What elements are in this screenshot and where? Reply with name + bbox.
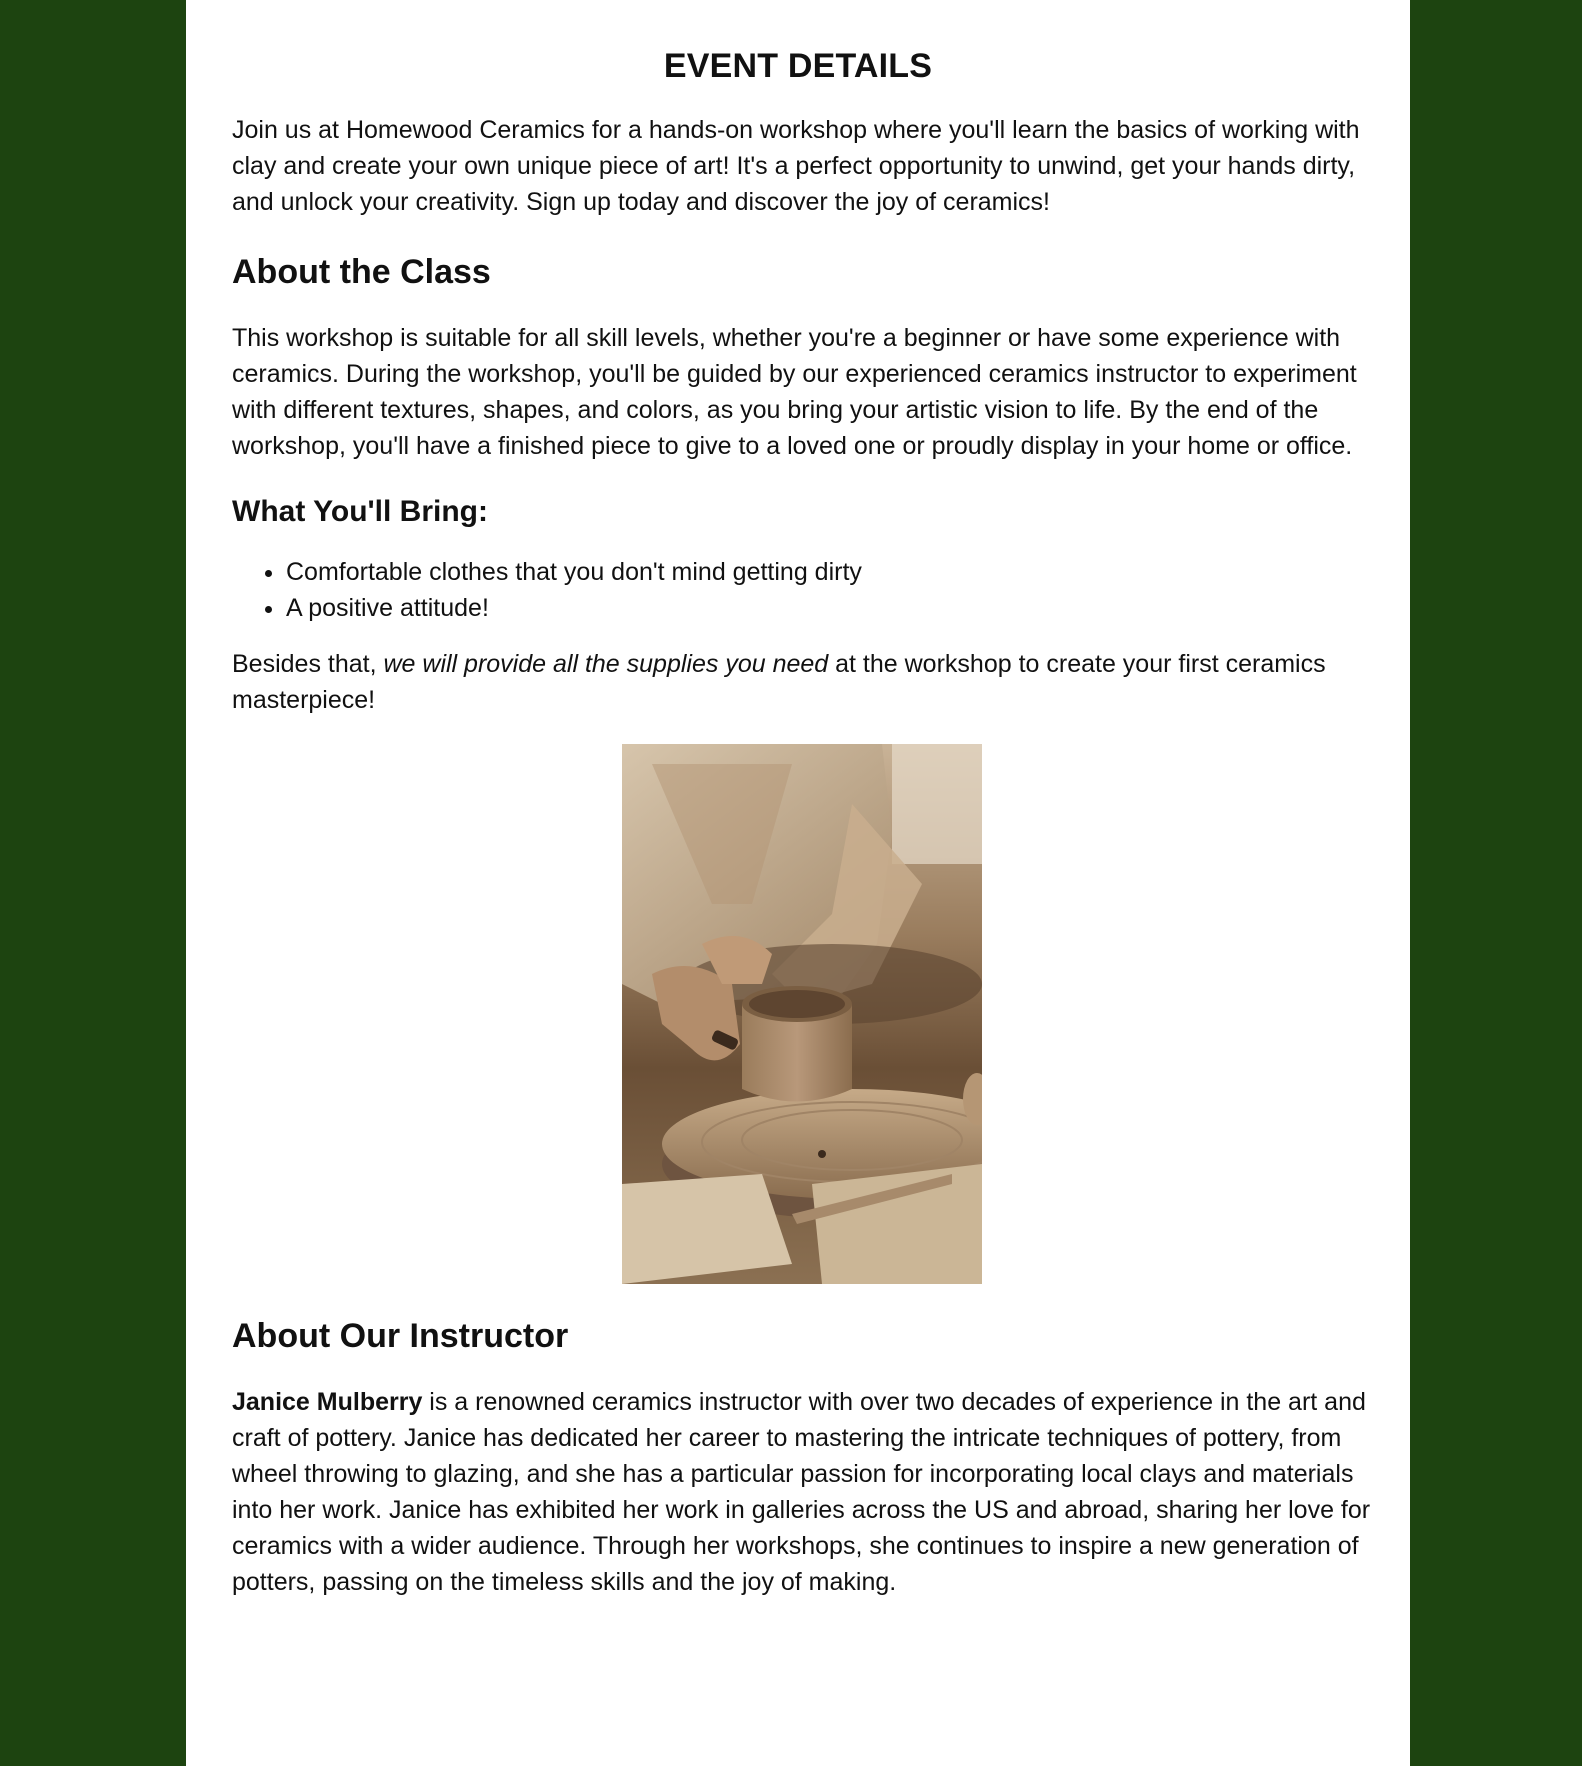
instructor-bio [232, 1384, 1372, 1600]
about-class-heading: About the Class [232, 253, 491, 291]
supplies-after: at the workshop to create your first ceramics masterpiece! [232, 650, 1326, 714]
instructor-bio-text: is a renowned ceramics instructor with over two decades of experience in the art and craft of pottery. Janice has dedicated her career to mastering the intricate techniques of pottery, from wheel throwing to glazing, and she has a particular passion for incorporating local clays and materials into her work. Janice has exhibited her work in galleries across the US and abroad, sharing her love for ceramics with a wider audience. Through her workshops, she continues to inspire a new generation of potters, passing on the timeless skills and the joy of making. [232, 1388, 1371, 1596]
bring-heading: What You'll Bring: [232, 495, 488, 528]
content-body [232, 112, 1372, 1600]
about-class-body: This workshop is suitable for all skill levels, whether you're a beginner or have some experience with ceramics. During the workshop, you'll be guided by our experienced ceramics instructor to experiment with different textures, shapes, and colors, as you bring your artistic vision to life. By the end of the workshop, you'll have a finished piece to give to a loved one or proudly display in your home or office. [232, 324, 1357, 460]
supplies-note [232, 646, 1372, 718]
supplies-before: Besides that, [232, 650, 384, 678]
instructor-name: Janice Mulberry [232, 1388, 423, 1416]
event-intro: Join us at Homewood Ceramics for a hands-on workshop where you'll learn the basics of working with clay and create your own unique piece of art! It's a perfect opportunity to unwind, get your hands dirty, and unlock your creativity. Sign up today and discover the joy of ceramics! [232, 116, 1360, 216]
page-title: EVENT DETAILS [663, 47, 933, 85]
supplies-emphasis: we will provide all the supplies you need [383, 650, 829, 678]
bring-list [232, 554, 1372, 626]
list-item: • A positive attitude! [286, 590, 1372, 626]
instructor-heading: About Our Instructor [232, 1317, 569, 1355]
pottery-illustration [622, 744, 982, 1284]
photo-container [232, 744, 1372, 1284]
content-panel [186, 0, 1410, 1766]
pottery-wheel-photo [622, 744, 982, 1284]
list-item: • Comfortable clothes that you don't mind getting dirty [286, 554, 1372, 590]
